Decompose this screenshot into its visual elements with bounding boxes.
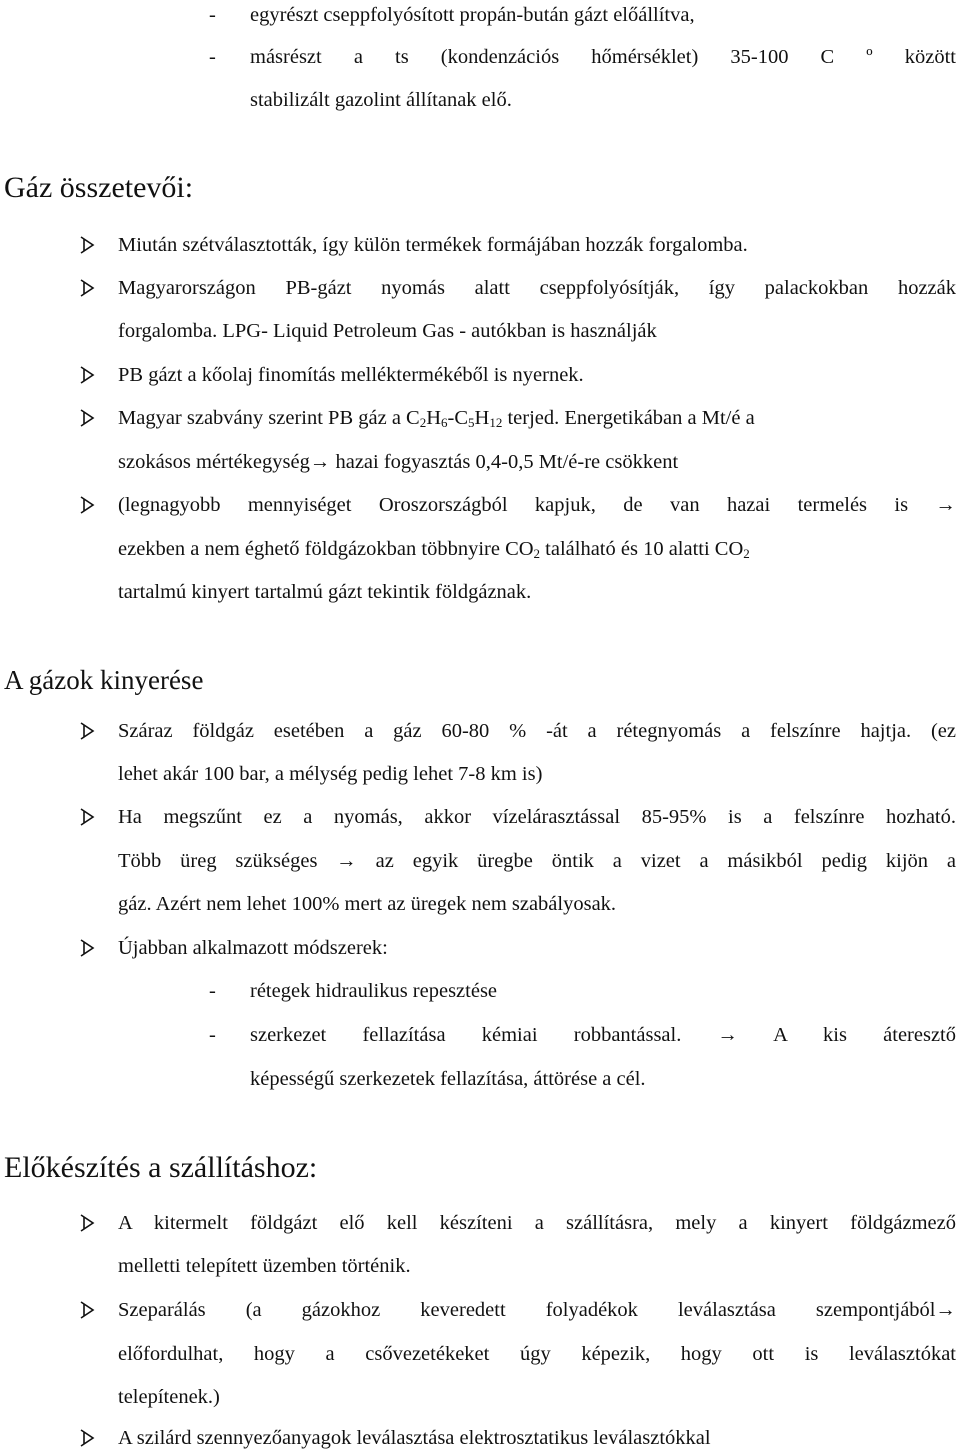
sec3-bullet-2c: telepítenek.) [118, 1386, 220, 1408]
dash-marker: - [209, 1024, 216, 1046]
heading-gas-extraction: A gázok kinyerése [4, 665, 204, 695]
dash-marker: - [209, 980, 216, 1002]
sec2-bullet-1b: lehet akár 100 bar, a mélység pedig lehet 7-8 km is) [118, 763, 543, 785]
arrowhead-bullet-icon [79, 1428, 95, 1448]
arrowhead-bullet-icon [79, 278, 95, 298]
arrowhead-bullet-icon [79, 408, 95, 428]
dash-marker: - [209, 46, 216, 68]
arrowhead-bullet-icon [79, 1300, 95, 1320]
sec2-bullet-2c: gáz. Azért nem lehet 100% mert az üregek nem szabályosak. [118, 893, 617, 915]
sec3-bullet-2a: Szeparálás (a gázokhoz keveredett folyadékok leválasztása szempontjából→ [118, 1299, 956, 1321]
intro-line-2: másrészt a ts (kondenzációs hőmérséklet) 35-100 C º között [250, 46, 956, 68]
sec3-bullet-2b: előfordulhat, hogy a csővezetékeket úgy képezik, hogy ott is leválasztókat [118, 1343, 956, 1365]
sec1-bullet-5a: (legnagyobb mennyiséget Oroszországból kapjuk, de van hazai termelés is → [118, 494, 956, 516]
sec2-bullet-1a: Száraz földgáz esetében a gáz 60-80 % -át a rétegnyomás a felszínre hajtja. (ez [118, 720, 956, 742]
arrowhead-bullet-icon [79, 365, 95, 385]
sec3-bullet-1b: melletti telepített üzemben történik. [118, 1255, 411, 1277]
intro-line-1: egyrészt cseppfolyósított propán-bután gázt előállítva, [250, 4, 695, 26]
dash-marker: - [209, 4, 216, 26]
sec1-bullet-1: Miután szétválasztották, így külön termékek formájában hozzák forgalomba. [118, 234, 748, 256]
arrowhead-bullet-icon [79, 938, 95, 958]
sec2-bullet-2b: Több üreg szükséges → az egyik üregbe öntik a vizet a másikból pedig kijön a [118, 850, 956, 872]
sec1-bullet-2b: forgalomba. LPG- Liquid Petroleum Gas - autókban is használják [118, 320, 657, 342]
sec2-method-2a: szerkezet fellazítása kémiai robbantással. → A kis áteresztő [250, 1024, 956, 1046]
sec3-bullet-1a: A kitermelt földgázt elő kell készíteni a szállításra, mely a kinyert földgázmező [118, 1212, 956, 1234]
sec1-bullet-3: PB gázt a kőolaj finomítás melléktermékéből is nyernek. [118, 364, 584, 386]
sec2-method-2b: képességű szerkezetek fellazítása, áttörése a cél. [250, 1068, 646, 1090]
sec1-bullet-4a: Magyar szabvány szerint PB gáz a $C_2H_6-C_5H_{12}$ terjed. Energetikában a Mt/é a [118, 407, 755, 430]
sec1-bullet-4b: szokásos mértékegység→ hazai fogyasztás 0,4-0,5 Mt/é-re csökkent [118, 451, 679, 473]
intro-line-3: stabilizált gazolint állítanak elő. [250, 89, 512, 111]
sec2-method-1: rétegek hidraulikus repesztése [250, 980, 498, 1002]
sec3-bullet-3: A szilárd szennyezőanyagok leválasztása elektrosztatikus leválasztókkal [118, 1427, 711, 1449]
arrowhead-bullet-icon [79, 721, 95, 741]
arrowhead-bullet-icon [79, 807, 95, 827]
sec2-bullet-3: Újabban alkalmazott módszerek: [118, 937, 388, 959]
sec2-bullet-2a: Ha megszűnt ez a nyomás, akkor vízelárasztással 85-95% is a felszínre hozható. [118, 806, 956, 828]
arrowhead-bullet-icon [79, 495, 95, 515]
heading-gas-components: Gáz összetevői: [4, 171, 194, 204]
sec1-bullet-2a: Magyarországon PB-gázt nyomás alatt cseppfolyósítják, így palackokban hozzák [118, 277, 956, 299]
arrowhead-bullet-icon [79, 235, 95, 255]
sec1-bullet-5c: tartalmú kinyert tartalmú gázt tekintik földgáznak. [118, 581, 532, 603]
arrowhead-bullet-icon [79, 1213, 95, 1233]
sec1-bullet-5b: ezekben a nem éghető földgázokban többnyire $CO_2$ található és 10 alatti $CO_2$ [118, 538, 750, 561]
heading-preparation-transport: Előkészítés a szállításhoz: [4, 1151, 318, 1184]
